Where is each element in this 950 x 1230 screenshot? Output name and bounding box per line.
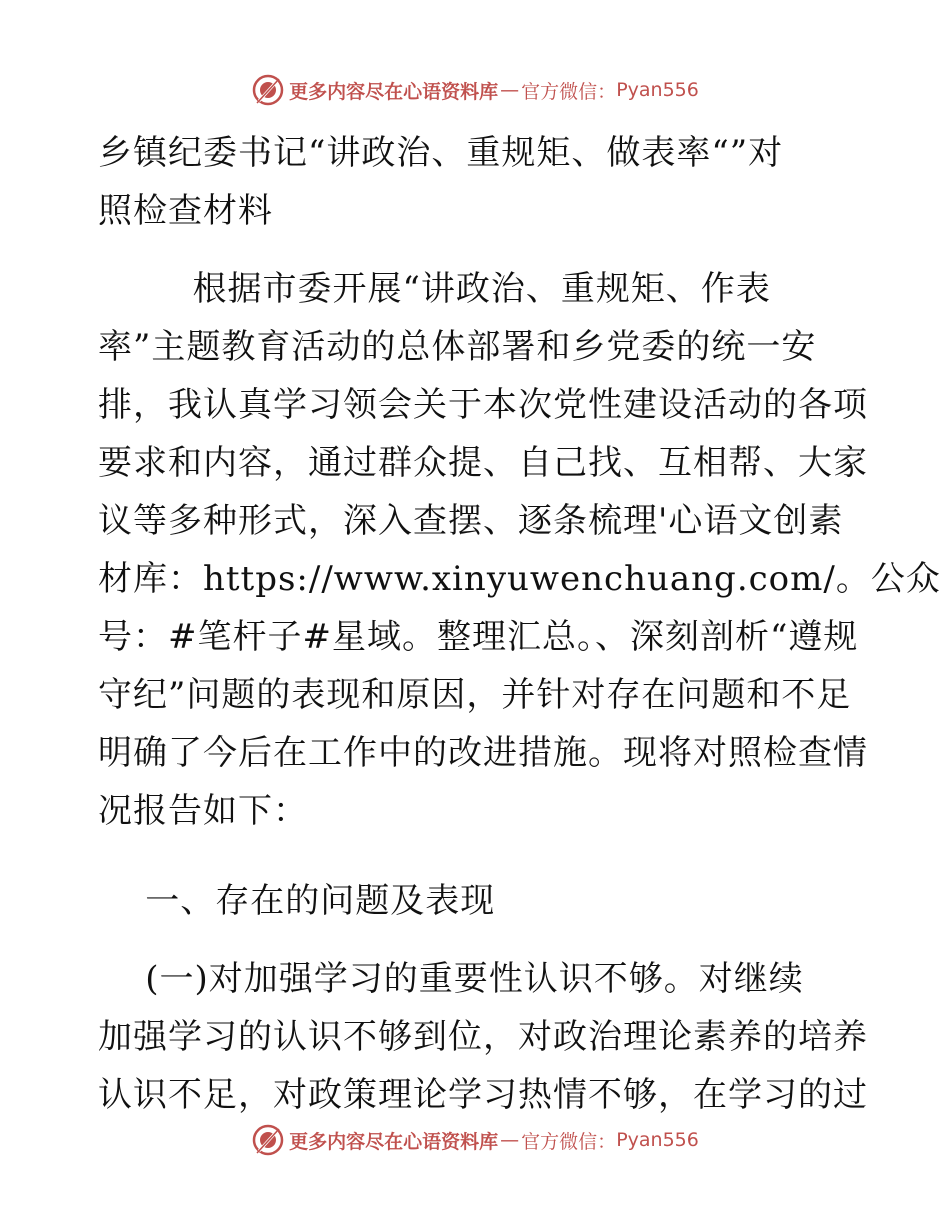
section-heading: 一、存在的问题及表现	[98, 881, 496, 921]
watermark-wechat-id: Pyan556	[616, 79, 699, 101]
watermark-wechat-id: Pyan556	[616, 1129, 699, 1151]
watermark-separator: —	[500, 1129, 520, 1151]
paragraph-line: 根据市委开展“讲政治、重规矩、作表	[98, 269, 771, 309]
paragraph-line: 明确了今后在工作中的改进措施。现将对照检查情	[98, 733, 868, 773]
watermark-site-text: 更多内容尽在心语资料库	[289, 1130, 499, 1153]
watermark-banner-bottom	[0, 1120, 950, 1160]
paragraph-line: 材库：https://www.xinyuwenchuang.com/。公众	[98, 559, 941, 599]
document-title	[98, 124, 858, 240]
paragraph-line: 议等多种形式，深入查摆、逐条梳理'心语文创素	[98, 501, 844, 541]
watermark-separator: —	[500, 79, 520, 101]
intro-paragraph	[98, 260, 941, 840]
watermark-site-text: 更多内容尽在心语资料库	[289, 80, 499, 103]
pen-logo-icon	[251, 73, 285, 107]
watermark-wechat-label: 官方微信：	[521, 80, 617, 103]
paragraph-line: (一)对加强学习的重要性认识不够。对继续	[98, 959, 804, 999]
paragraph-line: 况报告如下：	[98, 791, 308, 831]
paragraph-line: 要求和内容，通过群众提、自己找、互相帮、大家	[98, 443, 868, 483]
paragraph-line: 排，我认真学习领会关于本次党性建设活动的各项	[98, 385, 868, 425]
title-line: 乡镇纪委书记“讲政治、重规矩、做表率“”对	[98, 133, 784, 173]
paragraph-line: 认识不足，对政策理论学习热情不够，在学习的过	[98, 1075, 868, 1115]
paragraph-line: 守纪”问题的表现和原因，并针对存在问题和不足	[98, 675, 852, 715]
watermark-banner-top	[0, 70, 950, 110]
paragraph-line: 号：#笔杆子#星域。整理汇总。、深刻剖析“遵规	[98, 617, 859, 657]
section-paragraph	[98, 950, 868, 1124]
title-line: 照检查材料	[98, 191, 273, 231]
watermark-wechat-label: 官方微信：	[521, 1130, 617, 1153]
paragraph-line: 加强学习的认识不够到位，对政治理论素养的培养	[98, 1017, 868, 1057]
document-body	[98, 124, 941, 1124]
paragraph-line: 率”主题教育活动的总体部署和乡党委的统一安	[98, 327, 817, 367]
pen-logo-icon	[251, 1123, 285, 1157]
